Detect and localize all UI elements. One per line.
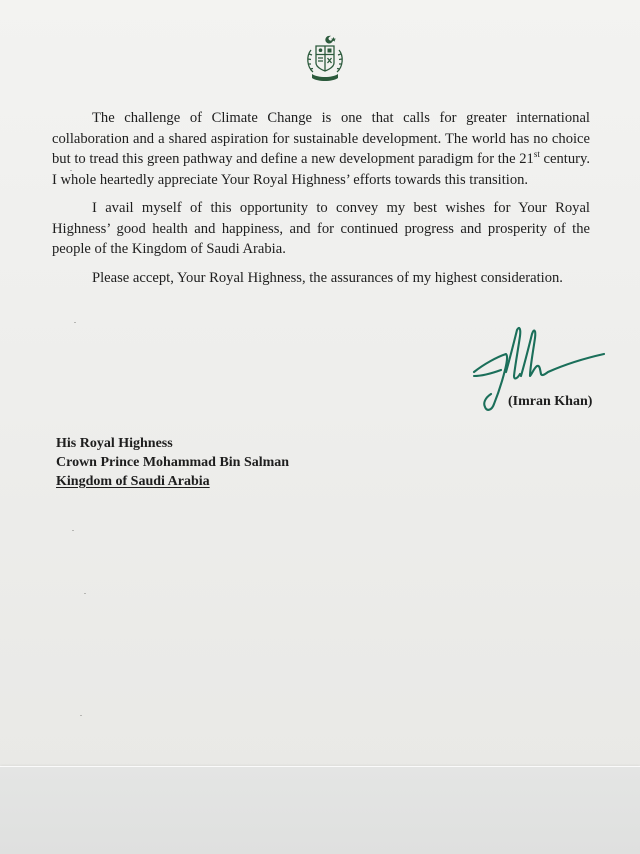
paragraph-best-wishes <box>52 198 590 260</box>
signatory-name: (Imran Khan) <box>508 394 593 409</box>
paragraph-best-wishes-text: I avail myself of this opportunity to convey my best wishes for Your Royal Highness’ good health and happiness, and for continued progress and prosperity of the people of the Kingdom of Saudi Arabia. <box>52 200 590 257</box>
paragraph-closing-text: Please accept, Your Royal Highness, the assurances of my highest consideration. <box>92 270 563 286</box>
paragraph-climate-change <box>52 108 590 190</box>
addressee-title: His Royal Highness <box>56 436 173 451</box>
paragraph-climate-change-text: The challenge of Climate Change is one that calls for greater international collaboration and a shared aspiration for sustainable development. The world has no choice but to tread this green pathway and define a new development paradigm for the 21 <box>52 110 590 167</box>
addressee-block <box>56 434 289 491</box>
paper-speck <box>84 593 86 594</box>
addressee-name: Crown Prince Mohammad Bin Salman <box>56 455 290 470</box>
addressee-country: Kingdom of Saudi Arabia <box>56 474 210 489</box>
lower-sheet-edge <box>0 766 640 854</box>
paragraph-closing <box>52 268 590 289</box>
ordinal-suffix: st <box>533 149 540 160</box>
paper-speck <box>80 715 82 716</box>
paper-speck <box>74 322 76 323</box>
paper-speck <box>72 530 74 531</box>
paragraph-climate-change-text-end: century. I whole heartedly appreciate Your Royal Highness’ efforts towards this transition. <box>52 151 590 188</box>
paper-speck <box>70 170 72 171</box>
state-emblem-icon <box>303 34 347 82</box>
